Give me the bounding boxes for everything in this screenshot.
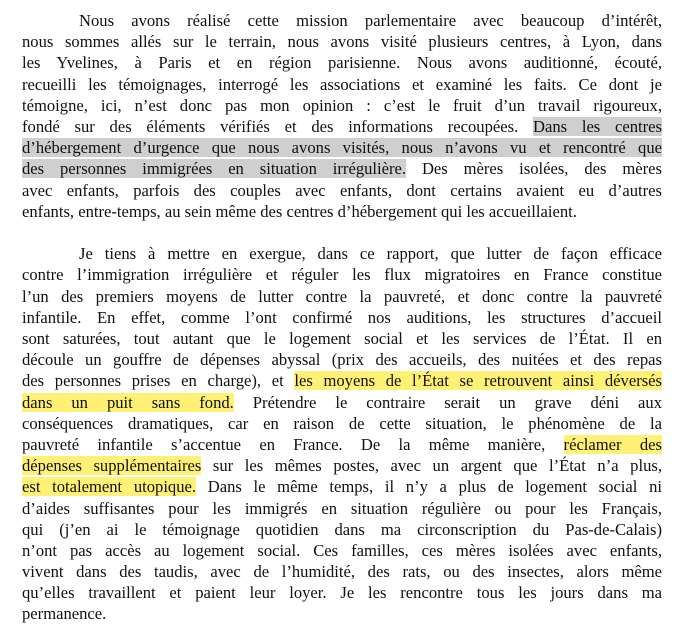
text-line: [22, 243, 662, 264]
text-segment: pauvreté infantile s’accentue en France. De la même manière,: [22, 434, 564, 454]
text-segment: Nous avons réalisé cette mission parlementaire avec beaucoup d’intérêt,: [79, 11, 662, 30]
yellow-highlight: réclamer des: [563, 434, 662, 454]
text-segment: enfants, entre-temps, au sein même des centres d’hébergement qui les accueillaient.: [22, 201, 577, 221]
paragraph-mission: [22, 10, 662, 222]
text-segment: fondé sur des éléments vérifiés et des informations recoupées.: [22, 116, 533, 136]
text-segment: l’un des premiers moyens de lutter contre la pauvreté, et donc contre la pauvreté: [22, 286, 662, 306]
text-line: [22, 180, 662, 201]
yellow-highlight: les moyens de l’État se retrouvent ainsi déversés: [294, 371, 662, 391]
text-line: [22, 561, 662, 582]
text-line: [22, 540, 662, 561]
text-segment: infantile. En effet, comme l’ont confirmé nos auditions, les structures d’accueil: [22, 307, 662, 327]
text-segment: sur les mêmes postes, avec un argent que l’État n’a plus,: [201, 456, 662, 476]
paragraph-immigration: [22, 243, 662, 624]
text-line: [22, 158, 662, 179]
text-line: [22, 434, 662, 455]
text-segment: qu’elles travaillent et paient leur loyer. Je les rencontre tous les jours dans ma: [22, 583, 662, 603]
text-line: [22, 582, 662, 603]
text-segment: Je tiens à mettre en exergue, dans ce rapport, que lutter de façon efficace: [79, 244, 662, 264]
text-line: [22, 349, 662, 370]
gray-highlight: d’hébergement d’urgence que nous avons visités, nous n’avons vu et rencontré que: [22, 138, 662, 158]
yellow-highlight: est totalement utopique.: [22, 477, 197, 497]
document-page: [22, 10, 662, 625]
text-line: [22, 137, 662, 158]
text-segment: les Yvelines, à Paris et en région parisienne. Nous avons auditionné, écouté,: [22, 53, 662, 73]
text-line: [22, 307, 662, 328]
text-segment: des personnes prises en charge), et: [22, 371, 295, 391]
text-segment: qui (j’en ai le témoignage quotidien dans ma circonscription du Pas-de-Calais): [22, 519, 662, 539]
text-line: [22, 392, 662, 413]
gray-highlight: des personnes immigrées en situation irrégulière.: [22, 159, 407, 179]
text-line: [22, 52, 662, 73]
text-segment: recueilli les témoignages, interrogé les associations et examiné les faits. Ce dont je: [22, 74, 662, 94]
text-line: [22, 476, 662, 497]
text-line: [22, 455, 662, 476]
text-segment: sont saturées, tout autant que le logement social et les services de l’État. Il en: [22, 329, 662, 349]
text-segment: découle un gouffre de dépenses abyssal (prix des accueils, des nuitées et des repas: [22, 350, 662, 370]
text-line: [22, 264, 662, 285]
text-line: [22, 498, 662, 519]
text-segment: Prétendre le contraire serait un grave déni aux: [233, 392, 662, 412]
text-segment: avec enfants, parfois des couples avec enfants, dont certains avaient eu d’autres: [22, 180, 662, 200]
text-line: [22, 370, 662, 391]
text-line: [22, 31, 662, 52]
text-segment: Des mères isolées, des mères: [406, 159, 662, 179]
text-line: [22, 519, 662, 540]
text-line: [22, 286, 662, 307]
text-segment: conséquences dramatiques, car en raison de cette situation, le phénomène de la: [22, 413, 662, 433]
text-segment: n’ont pas accès au logement social. Ces familles, ces mères isolées avec enfants,: [22, 540, 662, 560]
text-line: [22, 201, 662, 222]
text-line: [22, 116, 662, 137]
yellow-highlight: dans un puit sans fond.: [22, 392, 234, 412]
yellow-highlight: dépenses supplémentaires: [22, 456, 202, 476]
text-line: [22, 10, 662, 31]
text-segment: nous sommes allés sur le terrain, nous avons visité plusieurs centres, à Lyon, dans: [22, 32, 662, 52]
text-segment: vivent dans des taudis, avec de l’humidité, des rats, ou des insectes, alors même: [22, 562, 662, 582]
text-line: [22, 603, 662, 624]
text-segment: Dans le même temps, il n’y a plus de logement social ni: [196, 477, 662, 497]
gray-highlight: Dans les centres: [532, 116, 662, 136]
text-line: [22, 328, 662, 349]
text-segment: permanence.: [22, 604, 107, 624]
text-line: [22, 95, 662, 116]
text-segment: témoigne, ici, n’est donc pas mon opinion : c’est le fruit d’un travail rigoureux,: [22, 95, 662, 115]
text-line: [22, 74, 662, 95]
text-segment: contre l’immigration irrégulière et réguler les flux migratoires en France constitue: [22, 265, 662, 285]
text-segment: d’aides suffisantes pour les immigrés en situation régulière ou pour les Français,: [22, 498, 662, 518]
text-line: [22, 413, 662, 434]
